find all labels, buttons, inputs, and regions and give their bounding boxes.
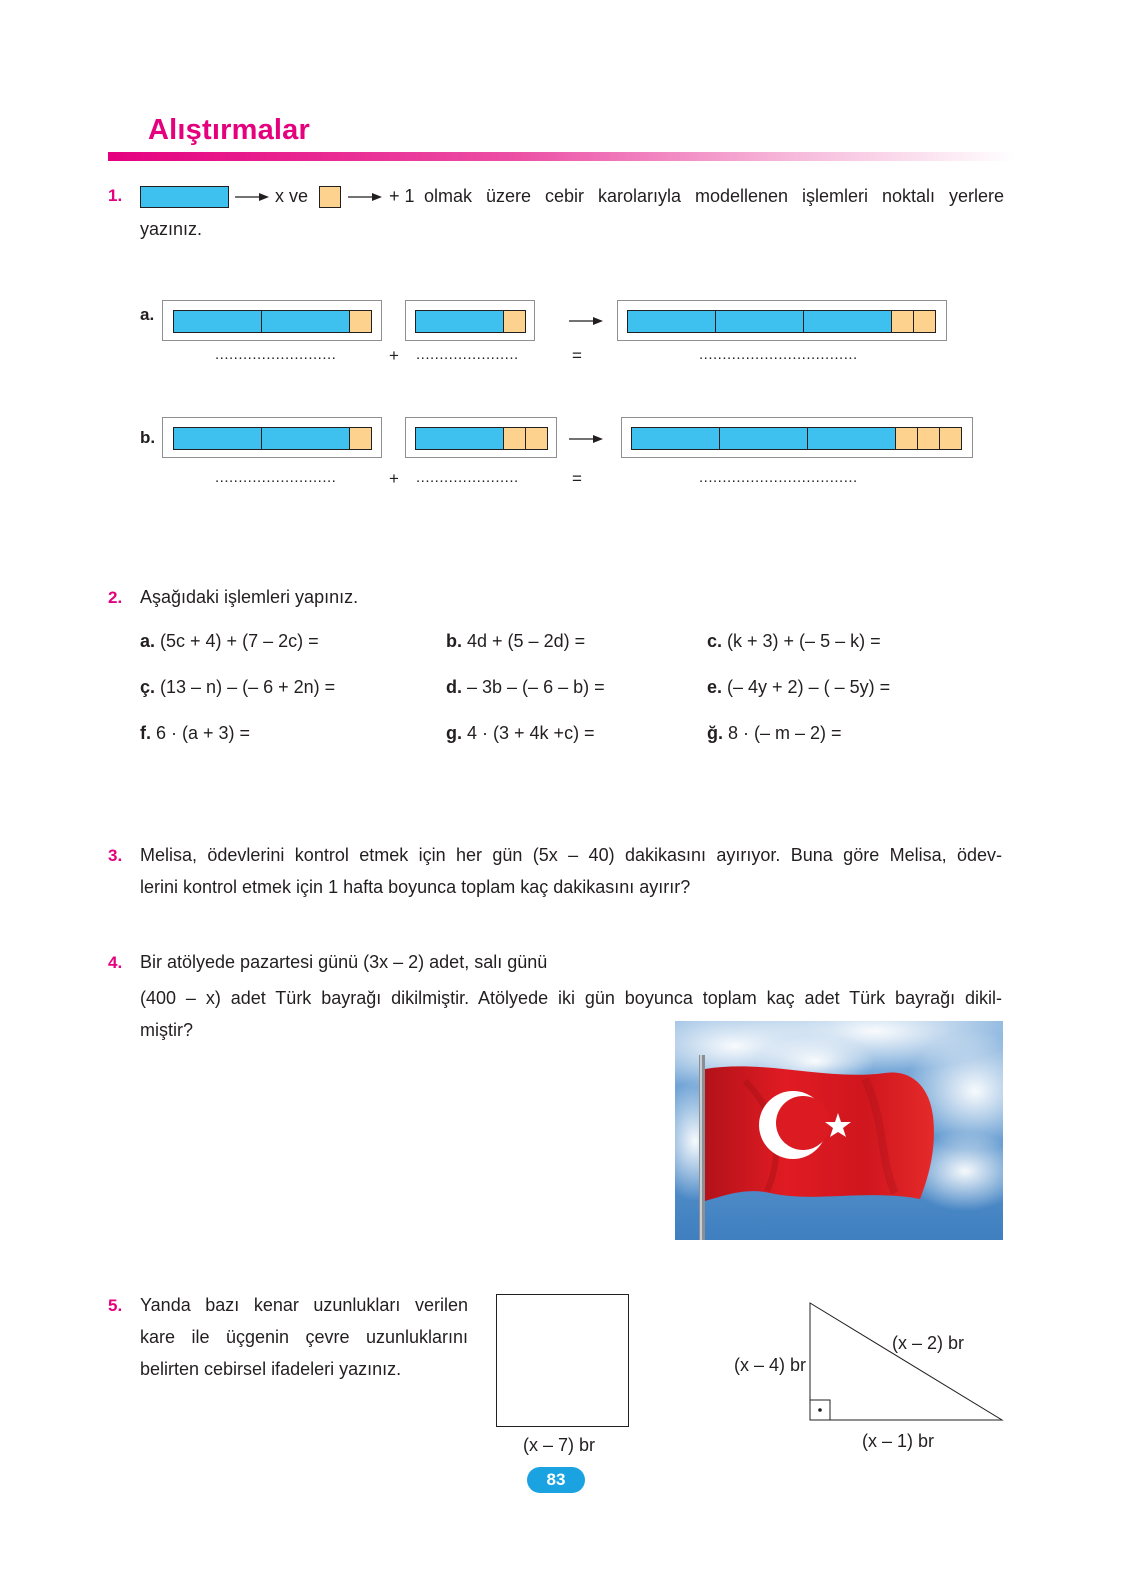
x-tile [415,310,504,333]
q4-text-line1: Bir atölyede pazartesi günü (3x – 2) adet, salı günü [140,952,548,972]
unit-tile-legend [319,186,341,208]
right-triangle-figure [805,1298,1010,1428]
x-tile [415,427,504,450]
arrow-icon [346,191,386,203]
unit-tile [503,427,526,450]
unit-tile [917,427,940,450]
q2-item-b: b. 4d + (5 – 2d) = [446,631,586,651]
unit-tile [503,310,526,333]
q1b-answer-left[interactable]: .......................... [215,469,337,486]
unit-tile [349,310,372,333]
unit-tile [525,427,548,450]
q5-number: 5. [108,1296,123,1315]
q1b-left-model [162,417,382,458]
q1a-answer-result[interactable]: .................................. [699,346,858,363]
equals-sign: = [572,346,582,365]
q2-item-d: d. – 3b – (– 6 – b) = [446,677,605,697]
unit-tile [913,310,936,333]
arrow-icon [567,315,607,327]
unit-tile [891,310,914,333]
q2-number: 2. [108,588,123,607]
q1b-answer-result[interactable]: .................................. [699,469,858,486]
q2-item-cc: ç. (13 – n) – (– 6 + 2n) = [140,677,336,697]
q3-text-line1: Melisa, ödevlerini kontrol etmek için her gün (5x – 40) dakikasını ayırıyor. Buna göre Melisa, ödev- [140,845,1002,865]
x-tile [719,427,808,450]
triangle-hypotenuse-label: (x – 2) br [892,1333,965,1353]
q2-item-e: e. (– 4y + 2) – ( – 5y) = [707,677,891,697]
q1a-left-model [162,300,382,341]
plus-sign: + [389,469,399,488]
unit-tile [349,427,372,450]
q3-text-line2: lerini kontrol etmek için 1 hafta boyunca toplam kaç dakikasını ayırır? [140,877,691,897]
x-tile [173,310,262,333]
q1-number: 1. [108,186,123,205]
x-tile [627,310,716,333]
page-number-badge: 83 [527,1467,585,1493]
q2-item-f: f. 6 · (a + 3) = [140,723,251,743]
q2-item-c: c. (k + 3) + (– 5 – k) = [707,631,881,651]
square-side-label: (x – 7) br [523,1435,596,1455]
page-title: Alıştırmalar [148,114,310,146]
unit-tile [895,427,918,450]
arrow-icon [233,191,273,203]
q1a-answer-left[interactable]: .......................... [215,346,337,363]
q1b-answer-mid[interactable]: ...................... [416,469,519,486]
x-tile [261,310,350,333]
q2-item-g: g. 4 · (3 + 4k +c) = [446,723,595,743]
square-figure [496,1294,629,1427]
q2-text: Aşağıdaki işlemleri yapınız. [140,587,359,607]
x-tile [807,427,896,450]
q1b-result-model [621,417,973,458]
q5-text-line3: belirten cebirsel ifadeleri yazınız. [140,1359,402,1379]
q1b-label: b. [140,428,156,447]
x-tile-legend [140,186,229,208]
q1-text-line2: yazınız. [140,219,203,239]
x-tile [173,427,262,450]
q5-text-line2: kare ile üçgenin çevre uzunluklarını [140,1327,468,1347]
q3-number: 3. [108,846,123,865]
turkish-flag-photo [675,1021,1003,1240]
x-tile [631,427,720,450]
q1b-mid-model [405,417,557,458]
x-tile [261,427,350,450]
q1-text: olmak üzere cebir karolarıyla modellenen işlemleri noktalı yerlere [424,186,1004,206]
q2-item-a: a. (5c + 4) + (7 – 2c) = [140,631,319,651]
q1a-mid-model [405,300,535,341]
triangle-base-label: (x – 1) br [862,1431,935,1451]
q4-text-line2: (400 – x) adet Türk bayrağı dikilmiştir. Atölyede iki gün boyunca toplam kaç adet Türk bayrağı dikil- [140,988,1002,1008]
q4-number: 4. [108,953,123,972]
unit-tile [939,427,962,450]
plus-sign: + [389,346,399,365]
legend-x-text: x ve [275,186,309,206]
arrow-icon [567,433,607,445]
q5-text-line1: Yanda bazı kenar uzunlukları verilen [140,1295,468,1315]
x-tile [715,310,804,333]
q2-item-gg: ğ. 8 · (– m – 2) = [707,723,842,743]
title-underline [108,152,1016,161]
q1a-label: a. [140,305,155,324]
legend-one-text: + 1 [389,186,415,206]
equals-sign: = [572,469,582,488]
q4-text-line3: miştir? [140,1020,193,1040]
x-tile [803,310,892,333]
q1a-answer-mid[interactable]: ...................... [416,346,519,363]
triangle-vertical-label: (x – 4) br [734,1355,807,1375]
q1a-result-model [617,300,947,341]
